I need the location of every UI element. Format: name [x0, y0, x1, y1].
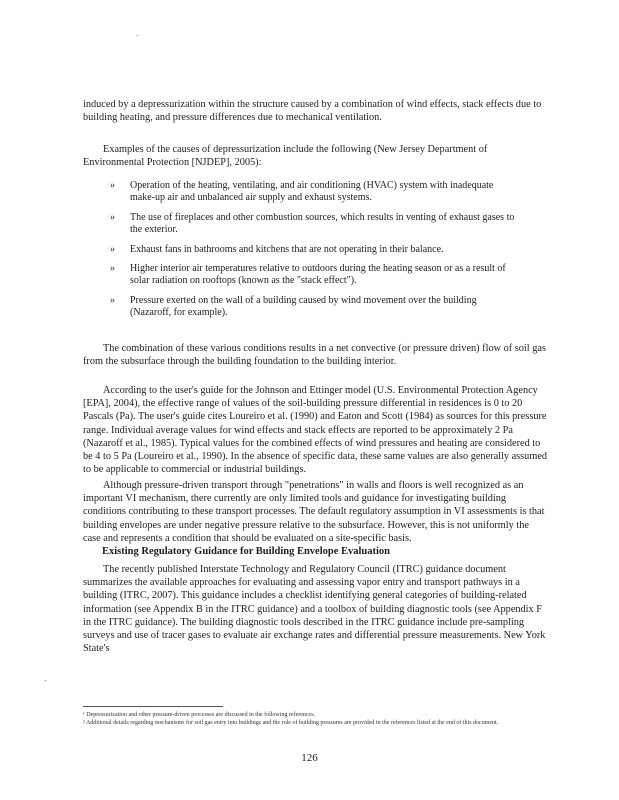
paragraph-continuation: induced by a depressurization within the structure caused by a combination of wind effects, stack effects due to building heating, and pressure differences due to mechanical ventilation. — [83, 99, 542, 124]
paragraph-examples-intro: Examples of the causes of depressurization include the following (New Jersey Department of Environmental Protection [NJDEP], 2005): — [83, 144, 488, 169]
section-heading: Existing Regulatory Guidance for Building Envelope Evaluation — [102, 546, 391, 557]
list-item: » Exhaust fans in bathrooms and kitchens that are not operating in their balance. — [110, 243, 444, 255]
bullet-icon: » — [110, 180, 115, 191]
list-item: » Higher interior air temperatures relative to outdoors during the heating season or as a result of solar radiation on rooftops (known as the "stack effect"). — [110, 263, 506, 287]
paragraph-user-guide: According to the user's guide for the Johnson and Ettinger model (U.S. Environmental Protection Agency [EPA], 2004), the effective range of values of the soil-building pressure differential in residences is 0 to 20 Pascals (Pa). The user's guide cites Loureiro et al. (1990) and Eaton and Scott (1984) as sources for this pressure range. Individual average values for wind effects and stack effects are reported to be approximately 2 Pa (Nazaroff et al., 1985). Typical values for the combined effects of wind pressures and heating are considered to be 4 to 5 Pa (Loureiro et al., 1990). In the absence of specific data, these same values are also generally assumed to be applicable to commercial or industrial buildings. — [83, 385, 548, 476]
footnote-divider — [83, 706, 223, 707]
depressurization-causes-list — [108, 180, 518, 327]
footnote: ¹ Depressurization and other pressure-driven processes are discussed in the following references. — [83, 712, 316, 718]
list-item: » The use of fireplaces and other combustion sources, which results in venting of exhaust gases to the exterior. — [110, 211, 515, 236]
scan-speck: . — [136, 28, 139, 38]
paragraph-transport: Although pressure-driven transport through "penetrations" in walls and floors is well recognized as an important VI mechanism, there currently are only limited tools and guidance for investigating building conditions contributing to these transport processes. The default regulatory assumption in VI assessments is that building envelopes are under negative pressure relative to the subsurface. However, this is not uniformly the case and represents a condition that should be evaluated on a site-specific basis. — [83, 480, 545, 544]
margin-mark: - — [44, 675, 47, 685]
bullet-icon: » — [110, 263, 115, 275]
footnote: ² Additional details regarding mechanisms for soil gas entry into buildings and the role of building pressures are provided in the references listed at the end of this document. — [83, 720, 499, 726]
paragraph-combination: The combination of these various conditions results in a net convective (or pressure driven) flow of soil gas from the subsurface through the building foundation to the building interior. — [83, 343, 546, 368]
list-item: » Operation of the heating, ventilating, and air conditioning (HVAC) system with inadequate make-up air and unbalanced air supply and exhaust systems. — [110, 180, 494, 204]
bullet-icon: » — [110, 211, 115, 223]
list-item: » Pressure exerted on the wall of a building caused by wind movement over the building (Nazaroff, for example). — [110, 294, 477, 319]
paragraph-itrc: The recently published Interstate Technology and Regulatory Council (ITRC) guidance document summarizes the available approaches for evaluating and assessing vapor entry and transport pathways in a building (ITRC, 2007). This guidance includes a checklist identifying general categories of building-related information (see Appendix B in the ITRC guidance) and a toolbox of building diagnostic tools (see Appendix F in the ITRC guidance). The building diagnostic tools described in the ITRC guidance include pre-sampling surveys and use of tracer gases to evaluate air exchange rates and differential pressure measurements. New York State's — [83, 564, 546, 655]
bullet-icon: » — [110, 294, 115, 306]
bullet-icon: » — [110, 243, 115, 255]
page-number: 126 — [301, 752, 318, 764]
footnotes — [83, 711, 553, 727]
